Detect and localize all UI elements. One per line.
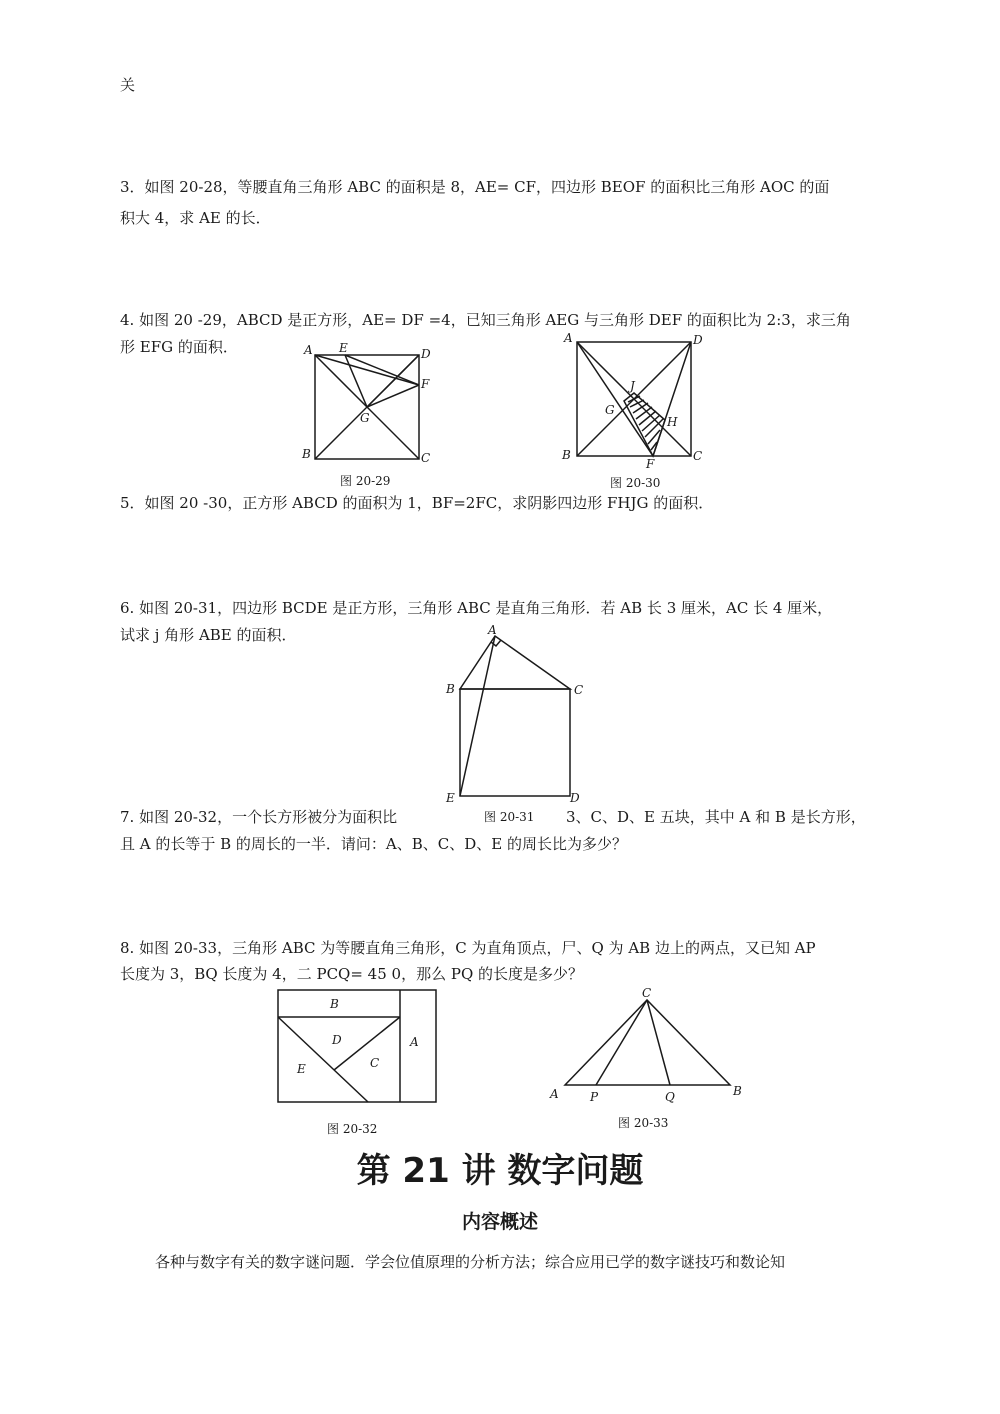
problem-6-line-1: 6. 如图 20-31，四边形 BCDE 是正方形，三角形 ABC 是直角三角形．若 AB 长 3 厘米，AC 长 4 厘米，: [120, 599, 833, 617]
problem-7-line-1b: 3、C、D、E 五块，其中 A 和 B 是长方形，: [566, 808, 866, 826]
label-a: A: [550, 1087, 559, 1101]
label-e: E: [446, 791, 455, 805]
caption-20-32: 图 20-32: [327, 1122, 378, 1136]
label-e: E: [297, 1062, 306, 1076]
caption-20-31: 图 20-31: [484, 810, 535, 824]
label-g: G: [360, 411, 370, 425]
problem-6-line-2: 试求 j 角形 ABE 的面积．: [120, 626, 297, 644]
problem-4-line-1: 4. 如图 20 -29，ABCD 是正方形，AE= DF =4，已知三角形 AEG 与三角形 DEF 的面积比为 2:3，求三角: [120, 311, 851, 329]
problem-3-line-1: 3．如图 20-28，等腰直角三角形 ABC 的面积是 8，AE= CF，四边形 BEOF 的面积比三角形 AOC 的面: [120, 178, 830, 196]
label-b: B: [330, 997, 339, 1011]
intro-paragraph: 各种与数字有关的数字谜问题．学会位值原理的分析方法；综合应用已学的数字谜技巧和数论知: [155, 1253, 786, 1271]
figure-20-33: [540, 985, 750, 1103]
label-c: C: [421, 451, 431, 465]
label-c: C: [370, 1056, 380, 1070]
label-q: Q: [665, 1090, 675, 1104]
figure-20-32: [270, 985, 445, 1110]
segment-ae: [460, 636, 495, 796]
label-e: E: [339, 341, 348, 355]
square-bcde: [460, 689, 570, 796]
problem-4-line-2: 形 EFG 的面积．: [120, 338, 238, 356]
figure-20-29: [295, 340, 445, 475]
carryover-text: 关: [120, 76, 136, 94]
label-d: D: [693, 333, 703, 347]
label-b: B: [302, 447, 311, 461]
label-b: B: [446, 682, 455, 696]
label-a: A: [304, 343, 313, 357]
segment-gf: [367, 385, 419, 407]
triangle-abc: [460, 636, 570, 689]
label-c: C: [574, 683, 584, 697]
label-c: C: [642, 986, 652, 1000]
problem-7-line-1a: 7. 如图 20-32，一个长方形被分为面积比: [120, 808, 398, 826]
caption-20-30: 图 20-30: [610, 476, 661, 490]
problem-3-line-2: 积大 4，求 AE 的长．: [120, 209, 271, 227]
problem-7-line-2: 且 A 的长等于 B 的周长的一半．请问：A、B、C、D、E 的周长比为多少？: [120, 835, 628, 853]
caption-20-33: 图 20-33: [618, 1116, 669, 1130]
label-b: B: [733, 1084, 742, 1098]
label-f: F: [646, 457, 655, 471]
label-j: J: [630, 379, 635, 393]
problem-8-line-1: 8. 如图 20-33，三角形 ABC 为等腰直角三角形，C 为直角顶点，尸、Q 为 AB 边上的两点，又已知 AP: [120, 939, 816, 957]
label-g: G: [605, 403, 615, 417]
caption-20-29: 图 20-29: [340, 474, 391, 488]
label-f: F: [421, 377, 430, 391]
triangle-abc: [565, 1000, 730, 1085]
segment-cp: [596, 1000, 647, 1085]
label-c: C: [693, 449, 703, 463]
label-a: A: [564, 331, 573, 345]
label-a: A: [488, 623, 497, 637]
label-a: A: [410, 1035, 419, 1049]
lecture-title: 第 21 讲 数字问题: [356, 1151, 644, 1191]
label-h: H: [667, 415, 678, 429]
label-d: D: [332, 1033, 342, 1047]
problem-5-line-1: 5．如图 20 -30，正方形 ABCD 的面积为 1，BF=2FC，求阴影四边形 FHJG 的面积．: [120, 494, 714, 512]
figure-20-31: [440, 620, 590, 810]
label-d: D: [570, 791, 580, 805]
segment-dg: [367, 355, 419, 407]
label-b: B: [562, 448, 571, 462]
label-p: P: [590, 1090, 599, 1104]
figure-20-30: [560, 330, 710, 470]
problem-8-line-2: 长度为 3，BQ 长度为 4，二 PCQ= 45 0，那么 PQ 的长度是多少？: [120, 965, 584, 983]
section-title: 内容概述: [461, 1211, 538, 1233]
label-d: D: [421, 347, 431, 361]
diagonal-right: [334, 1017, 400, 1070]
diagonal-left: [278, 1017, 368, 1102]
